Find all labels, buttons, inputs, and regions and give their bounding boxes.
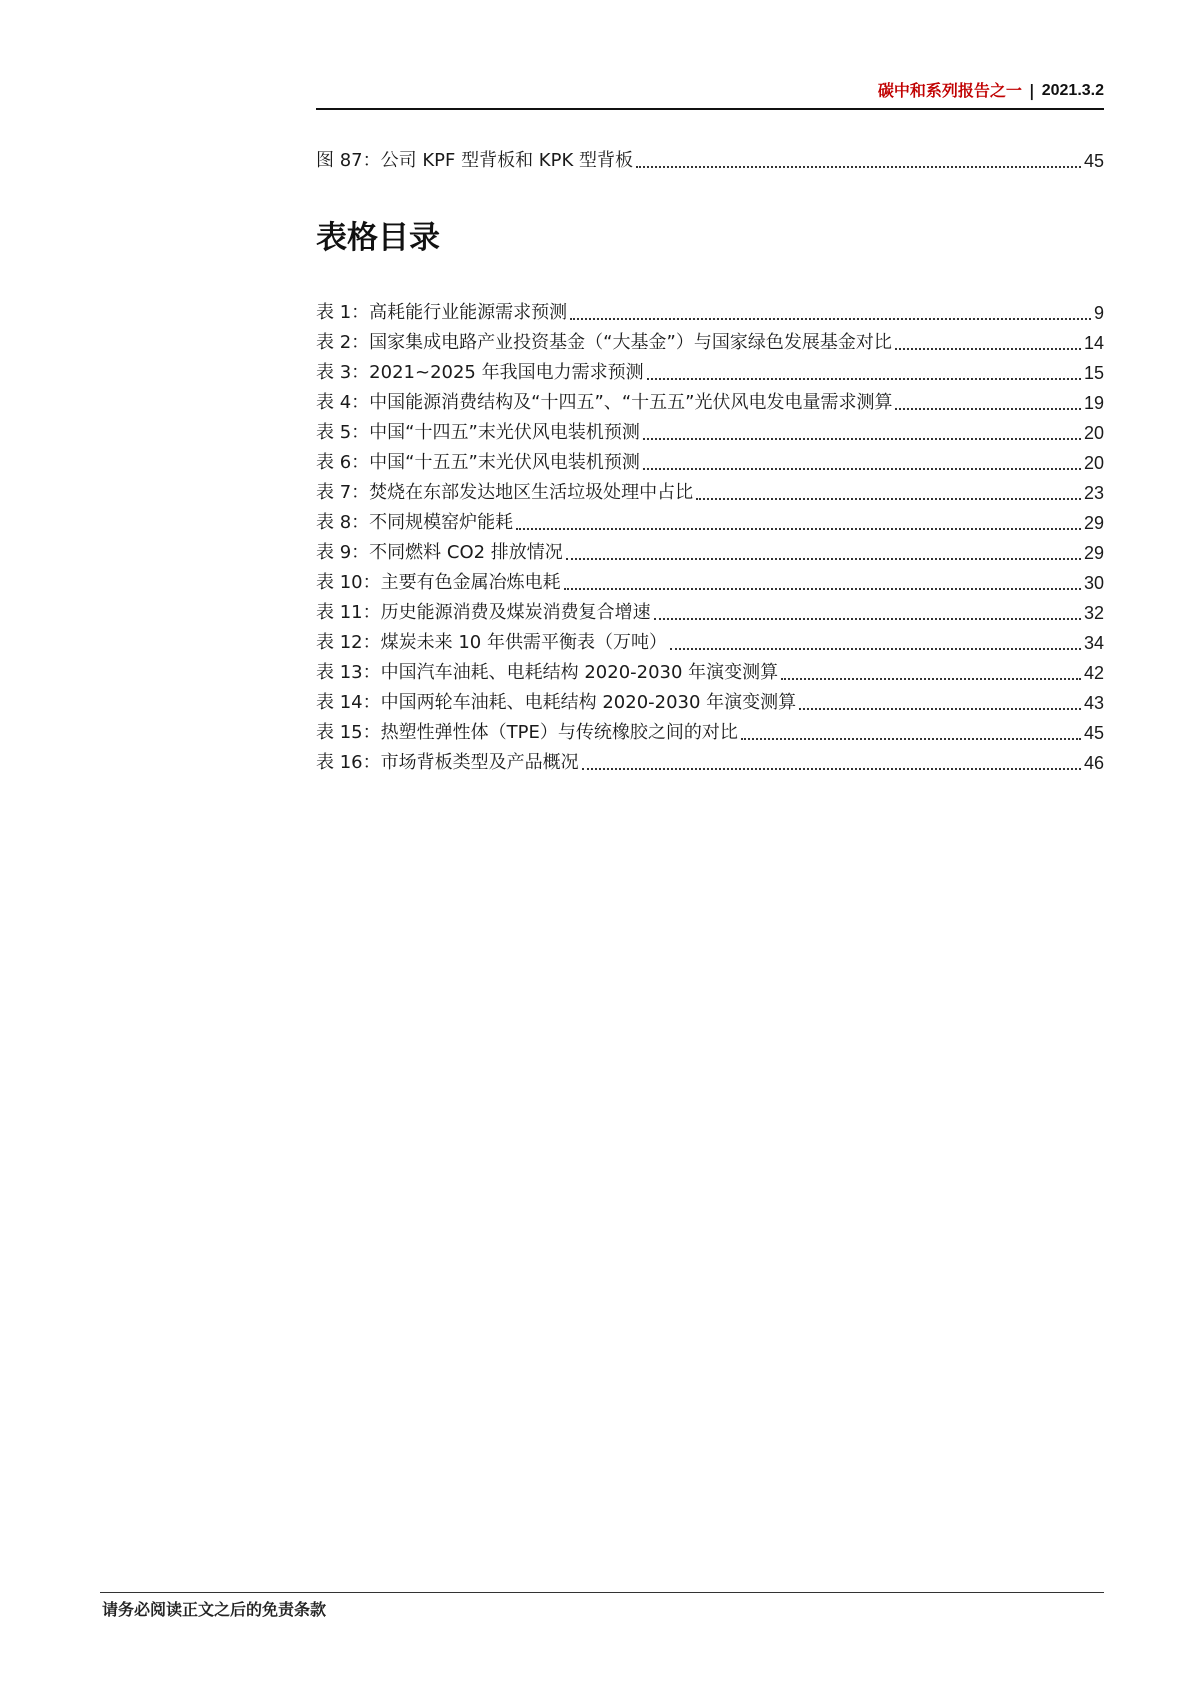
toc-leader-dots (566, 558, 1081, 560)
toc-entry-page: 45 (1083, 723, 1104, 743)
table-toc-entry[interactable] (316, 360, 1104, 386)
toc-entry-page: 9 (1093, 303, 1104, 323)
toc-entry-page: 46 (1083, 753, 1104, 773)
toc-entry-title: 表 8：不同规模窑炉能耗 (316, 512, 514, 533)
toc-entry-title: 表 16：市场背板类型及产品概况 (316, 752, 579, 773)
table-toc-entry[interactable] (316, 540, 1104, 566)
table-toc-entry[interactable] (316, 330, 1104, 356)
toc-leader-dots (643, 438, 1081, 440)
toc-entry-title: 表 2：国家集成电路产业投资基金（“大基金”）与国家绿色发展基金对比 (316, 332, 892, 353)
toc-leader-dots (741, 738, 1081, 740)
toc-entry-page: 30 (1083, 573, 1104, 593)
toc-entry-title: 表 9：不同燃料 CO2 排放情况 (316, 542, 563, 563)
toc-entry-page: 19 (1083, 393, 1104, 413)
toc-leader-dots (799, 708, 1081, 710)
toc-leader-dots (582, 768, 1081, 770)
toc-leader-dots (895, 348, 1081, 350)
toc-entry-title: 表 5：中国“十四五”末光伏风电装机预测 (316, 422, 640, 443)
toc-leader-dots (643, 468, 1081, 470)
table-toc-entry[interactable] (316, 450, 1104, 476)
toc-leader-dots (670, 648, 1081, 650)
toc-leader-dots (895, 408, 1080, 410)
toc-entry-title: 表 15：热塑性弹性体（TPE）与传统橡胶之间的对比 (316, 722, 738, 743)
toc-entry-page: 34 (1083, 633, 1104, 653)
table-toc-entry[interactable] (316, 600, 1104, 626)
section-title: 表格目录 (316, 220, 440, 256)
toc-entry-page: 20 (1083, 423, 1104, 443)
toc-entry-page: 15 (1083, 363, 1104, 383)
toc-leader-dots (781, 678, 1081, 680)
report-date: 2021.3.2 (1041, 82, 1104, 99)
toc-entry-title: 表 7：焚烧在东部发达地区生活垃圾处理中占比 (316, 482, 694, 503)
toc-entry-title: 表 10：主要有色金属冶炼电耗 (316, 572, 561, 593)
table-toc-entry[interactable] (316, 570, 1104, 596)
toc-entry-title: 表 3：2021~2025 年我国电力需求预测 (316, 362, 644, 383)
table-toc-entry[interactable] (316, 690, 1104, 716)
toc-entry-title: 表 11：历史能源消费及煤炭消费复合增速 (316, 602, 651, 623)
toc-entry-page: 42 (1083, 663, 1104, 683)
header-separator: | (1028, 81, 1035, 100)
disclaimer-notice: 请务必阅读正文之后的免责条款 (102, 1600, 327, 1619)
toc-entry-title: 表 12：煤炭未来 10 年供需平衡表（万吨） (316, 632, 667, 653)
toc-entry-page: 32 (1083, 603, 1104, 623)
toc-entry-title: 表 1：高耗能行业能源需求预测 (316, 302, 568, 323)
figure-toc-entry[interactable] (316, 148, 1104, 174)
toc-entry-title: 表 6：中国“十五五”末光伏风电装机预测 (316, 452, 640, 473)
toc-leader-dots (570, 318, 1091, 320)
toc-entry-page: 23 (1083, 483, 1104, 503)
toc-entry-title: 表 13：中国汽车油耗、电耗结构 2020-2030 年演变测算 (316, 662, 779, 683)
table-toc-entry[interactable] (316, 630, 1104, 656)
toc-leader-dots (654, 618, 1081, 620)
report-series-title: 碳中和系列报告之一 (877, 81, 1022, 100)
table-toc-entry[interactable] (316, 510, 1104, 536)
table-toc-entry[interactable] (316, 720, 1104, 746)
toc-entry-title: 表 14：中国两轮车油耗、电耗结构 2020-2030 年演变测算 (316, 692, 797, 713)
toc-entry-title: 图 87：公司 KPF 型背板和 KPK 型背板 (316, 150, 633, 171)
toc-entry-page: 20 (1083, 453, 1104, 473)
table-toc-entry[interactable] (316, 300, 1104, 326)
toc-leader-dots (564, 588, 1081, 590)
toc-leader-dots (647, 378, 1081, 380)
toc-leader-dots (516, 528, 1081, 530)
toc-entry-page: 43 (1083, 693, 1104, 713)
toc-entry-page: 29 (1083, 513, 1104, 533)
page-header (316, 80, 1104, 110)
toc-entry-page: 14 (1083, 333, 1104, 353)
table-toc-entry[interactable] (316, 660, 1104, 686)
table-toc-entry[interactable] (316, 750, 1104, 776)
toc-entry-title: 表 4：中国能源消费结构及“十四五”、“十五五”光伏风电发电量需求测算 (316, 392, 893, 413)
toc-leader-dots (636, 166, 1081, 168)
toc-entry-page: 29 (1083, 543, 1104, 563)
table-toc-entry[interactable] (316, 480, 1104, 506)
page-footer (100, 1592, 1104, 1619)
toc-entry-page: 45 (1083, 151, 1104, 171)
table-toc-entry[interactable] (316, 420, 1104, 446)
toc-leader-dots (696, 498, 1081, 500)
table-toc-entry[interactable] (316, 390, 1104, 416)
